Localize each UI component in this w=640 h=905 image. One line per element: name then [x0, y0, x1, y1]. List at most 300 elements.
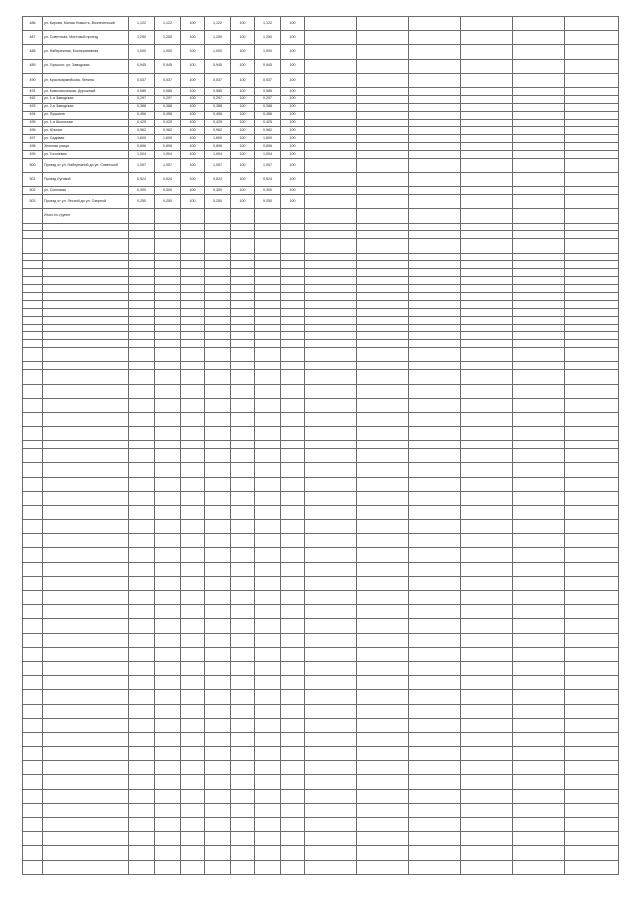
street-name-cell [43, 846, 129, 860]
percent-repaired-cell [181, 562, 205, 576]
percent-repaired-cell [181, 846, 205, 860]
empty-cell [357, 261, 409, 269]
empty-cell [357, 463, 409, 477]
empty-cell [305, 704, 357, 718]
percent-2-cell: 100 [231, 135, 255, 143]
empty-cell [409, 534, 461, 548]
length-value-3-cell [255, 591, 281, 605]
empty-cell [305, 605, 357, 619]
table-row [23, 73, 619, 87]
percent-2-cell: 100 [231, 187, 255, 195]
empty-cell [409, 17, 461, 31]
percent-2-cell [231, 348, 255, 362]
empty-cell [461, 818, 513, 832]
data-table [22, 16, 619, 875]
empty-cell [357, 491, 409, 505]
empty-cell [409, 285, 461, 293]
percent-2-cell: 100 [231, 95, 255, 103]
empty-cell [357, 427, 409, 441]
length-total-cell: 0,425 [129, 119, 155, 127]
empty-cell [565, 832, 619, 846]
length-repaired-cell: 0,388 [155, 103, 181, 111]
row-number-cell [23, 846, 43, 860]
table-row [23, 398, 619, 412]
street-name-cell: Проезд от ул. Лесной до ул. Озерной [43, 195, 129, 209]
length-repaired-cell [155, 253, 181, 261]
percent-repaired-cell [181, 316, 205, 324]
empty-cell [565, 463, 619, 477]
table-row [23, 412, 619, 426]
empty-cell [565, 370, 619, 384]
length-value-3-cell [255, 718, 281, 732]
row-number-cell [23, 491, 43, 505]
empty-cell [357, 676, 409, 690]
street-name-cell [43, 269, 129, 277]
empty-cell [305, 463, 357, 477]
empty-cell [513, 173, 565, 187]
length-value-3-cell [255, 676, 281, 690]
table-row [23, 324, 619, 332]
row-number-cell [23, 223, 43, 231]
row-number-cell [23, 261, 43, 269]
street-name-cell [43, 661, 129, 675]
empty-cell [305, 576, 357, 590]
percent-repaired-cell [181, 747, 205, 761]
length-value-3-cell [255, 285, 281, 293]
empty-cell [565, 818, 619, 832]
table-row [23, 348, 619, 362]
empty-cell [305, 591, 357, 605]
empty-cell [357, 127, 409, 135]
length-repaired-cell [155, 463, 181, 477]
length-repaired-cell [155, 832, 181, 846]
length-value-2-cell [205, 803, 231, 817]
percent-repaired-cell [181, 449, 205, 463]
row-number-cell: 486 [23, 17, 43, 31]
percent-2-cell [231, 633, 255, 647]
length-total-cell [129, 340, 155, 348]
empty-cell [513, 412, 565, 426]
empty-cell [565, 239, 619, 253]
percent-repaired-cell [181, 690, 205, 704]
empty-cell [305, 370, 357, 384]
table-row [23, 747, 619, 761]
length-repaired-cell: 0,896 [155, 143, 181, 151]
length-value-3-cell: 0,388 [255, 103, 281, 111]
percent-3-cell [281, 803, 305, 817]
empty-cell [513, 591, 565, 605]
length-total-cell [129, 308, 155, 316]
street-name-cell: Проезд от ул. Набережной до ул. Советской [43, 158, 129, 172]
empty-cell [513, 95, 565, 103]
length-total-cell [129, 209, 155, 223]
empty-cell [461, 441, 513, 449]
length-value-3-cell [255, 576, 281, 590]
street-name-cell: ул. 1-я Заводская [43, 95, 129, 103]
empty-cell [513, 285, 565, 293]
percent-3-cell: 100 [281, 158, 305, 172]
row-number-cell [23, 253, 43, 261]
percent-3-cell: 100 [281, 195, 305, 209]
percent-repaired-cell [181, 362, 205, 370]
table-row [23, 548, 619, 562]
percent-3-cell: 100 [281, 143, 305, 151]
percent-3-cell [281, 761, 305, 775]
row-number-cell: 488 [23, 45, 43, 59]
length-value-2-cell [205, 633, 231, 647]
table-row [23, 195, 619, 209]
street-name-cell [43, 370, 129, 384]
table-row [23, 860, 619, 874]
length-value-2-cell: 0,297 [205, 95, 231, 103]
row-number-cell [23, 449, 43, 463]
length-total-cell [129, 676, 155, 690]
table-row [23, 308, 619, 316]
empty-cell [357, 119, 409, 127]
empty-cell [461, 269, 513, 277]
empty-cell [305, 187, 357, 195]
empty-cell [357, 775, 409, 789]
empty-cell [409, 308, 461, 316]
length-value-3-cell [255, 562, 281, 576]
empty-cell [357, 505, 409, 519]
empty-cell [305, 119, 357, 127]
row-number-cell [23, 231, 43, 239]
length-repaired-cell: 1,004 [155, 151, 181, 159]
percent-3-cell [281, 362, 305, 370]
percent-2-cell [231, 647, 255, 661]
percent-3-cell [281, 209, 305, 223]
percent-2-cell [231, 427, 255, 441]
length-value-2-cell [205, 775, 231, 789]
table-row [23, 761, 619, 775]
percent-repaired-cell [181, 860, 205, 874]
length-value-2-cell [205, 477, 231, 491]
length-total-cell [129, 370, 155, 384]
empty-cell [513, 308, 565, 316]
percent-3-cell [281, 775, 305, 789]
street-name-cell: ул. Горького, ул. Заводская [43, 59, 129, 73]
length-value-2-cell [205, 231, 231, 239]
percent-repaired-cell: 100 [181, 31, 205, 45]
length-repaired-cell [155, 704, 181, 718]
empty-cell [357, 332, 409, 340]
length-value-2-cell [205, 285, 231, 293]
length-total-cell: 0,300 [129, 187, 155, 195]
length-value-2-cell: 0,388 [205, 103, 231, 111]
percent-repaired-cell [181, 534, 205, 548]
table-row [23, 505, 619, 519]
empty-cell [305, 87, 357, 95]
empty-cell [409, 73, 461, 87]
empty-cell [357, 761, 409, 775]
length-value-3-cell [255, 775, 281, 789]
table-row [23, 135, 619, 143]
empty-cell [461, 324, 513, 332]
length-value-3-cell [255, 505, 281, 519]
empty-cell [461, 775, 513, 789]
length-repaired-cell [155, 647, 181, 661]
percent-3-cell [281, 340, 305, 348]
percent-3-cell [281, 747, 305, 761]
length-repaired-cell [155, 520, 181, 534]
empty-cell [409, 591, 461, 605]
percent-2-cell [231, 591, 255, 605]
percent-2-cell [231, 789, 255, 803]
empty-cell [565, 143, 619, 151]
length-value-3-cell [255, 293, 281, 301]
row-number-cell: 496 [23, 127, 43, 135]
empty-cell [305, 718, 357, 732]
street-name-cell: Зеленая улица [43, 143, 129, 151]
empty-cell [461, 209, 513, 223]
length-repaired-cell [155, 505, 181, 519]
empty-cell [357, 747, 409, 761]
empty-cell [565, 647, 619, 661]
street-name-cell [43, 300, 129, 308]
length-repaired-cell [155, 340, 181, 348]
percent-3-cell [281, 505, 305, 519]
length-total-cell [129, 463, 155, 477]
length-value-3-cell [255, 761, 281, 775]
street-name-cell [43, 761, 129, 775]
percent-3-cell [281, 846, 305, 860]
percent-repaired-cell: 100 [181, 158, 205, 172]
empty-cell [461, 398, 513, 412]
empty-cell [409, 135, 461, 143]
empty-cell [565, 676, 619, 690]
empty-cell [513, 520, 565, 534]
percent-2-cell [231, 803, 255, 817]
table-row [23, 562, 619, 576]
length-value-2-cell: 0,456 [205, 111, 231, 119]
length-repaired-cell [155, 761, 181, 775]
length-value-2-cell [205, 576, 231, 590]
length-total-cell: 1,004 [129, 151, 155, 159]
row-number-cell [23, 619, 43, 633]
percent-2-cell [231, 412, 255, 426]
percent-2-cell [231, 690, 255, 704]
street-name-cell [43, 285, 129, 293]
empty-cell [357, 73, 409, 87]
empty-cell [409, 261, 461, 269]
empty-cell [409, 775, 461, 789]
length-value-2-cell: 0,524 [205, 173, 231, 187]
empty-cell [461, 803, 513, 817]
row-number-cell [23, 732, 43, 746]
empty-cell [461, 348, 513, 362]
percent-2-cell [231, 239, 255, 253]
empty-cell [565, 31, 619, 45]
empty-cell [305, 832, 357, 846]
empty-cell [513, 348, 565, 362]
empty-cell [513, 690, 565, 704]
percent-repaired-cell [181, 477, 205, 491]
empty-cell [513, 605, 565, 619]
table-row [23, 151, 619, 159]
empty-cell [565, 605, 619, 619]
empty-cell [461, 548, 513, 562]
percent-2-cell: 100 [231, 45, 255, 59]
empty-cell [305, 818, 357, 832]
empty-cell [305, 412, 357, 426]
street-name-cell: Итого по группе [43, 209, 129, 223]
empty-cell [513, 231, 565, 239]
percent-repaired-cell: 100 [181, 17, 205, 31]
empty-cell [409, 300, 461, 308]
length-value-2-cell [205, 846, 231, 860]
percent-repaired-cell: 100 [181, 103, 205, 111]
row-number-cell [23, 277, 43, 285]
table-row [23, 269, 619, 277]
length-repaired-cell [155, 690, 181, 704]
length-value-2-cell [205, 505, 231, 519]
empty-cell [565, 285, 619, 293]
empty-cell [409, 332, 461, 340]
empty-cell [461, 73, 513, 87]
length-value-3-cell [255, 398, 281, 412]
length-value-3-cell [255, 732, 281, 746]
length-value-3-cell: 1,250 [255, 31, 281, 45]
percent-repaired-cell [181, 647, 205, 661]
empty-cell [513, 534, 565, 548]
length-repaired-cell [155, 316, 181, 324]
length-repaired-cell [155, 591, 181, 605]
empty-cell [513, 17, 565, 31]
length-value-2-cell [205, 449, 231, 463]
length-repaired-cell: 1,000 [155, 45, 181, 59]
table-row [23, 158, 619, 172]
row-number-cell [23, 324, 43, 332]
percent-3-cell [281, 269, 305, 277]
empty-cell [357, 718, 409, 732]
empty-cell [409, 633, 461, 647]
empty-cell [305, 747, 357, 761]
length-total-cell [129, 789, 155, 803]
empty-cell [305, 269, 357, 277]
empty-cell [305, 477, 357, 491]
length-value-2-cell [205, 562, 231, 576]
empty-cell [357, 441, 409, 449]
empty-cell [513, 718, 565, 732]
length-repaired-cell [155, 576, 181, 590]
percent-3-cell [281, 449, 305, 463]
length-value-2-cell [205, 300, 231, 308]
row-number-cell [23, 832, 43, 846]
row-number-cell [23, 340, 43, 348]
empty-cell [357, 818, 409, 832]
empty-cell [305, 427, 357, 441]
length-total-cell: 0,524 [129, 173, 155, 187]
length-value-2-cell [205, 534, 231, 548]
table-row [23, 119, 619, 127]
length-total-cell [129, 633, 155, 647]
length-repaired-cell [155, 332, 181, 340]
street-name-cell [43, 860, 129, 874]
table-row [23, 87, 619, 95]
length-value-2-cell [205, 676, 231, 690]
table-row [23, 231, 619, 239]
percent-2-cell: 100 [231, 195, 255, 209]
street-name-cell [43, 384, 129, 398]
empty-cell [305, 209, 357, 223]
empty-cell [461, 300, 513, 308]
length-total-cell: 0,537 [129, 73, 155, 87]
row-number-cell: 489 [23, 59, 43, 73]
percent-3-cell [281, 591, 305, 605]
empty-cell [409, 95, 461, 103]
empty-cell [565, 73, 619, 87]
length-repaired-cell [155, 860, 181, 874]
table-row [23, 427, 619, 441]
length-value-3-cell: 0,297 [255, 95, 281, 103]
length-value-3-cell [255, 520, 281, 534]
empty-cell [513, 324, 565, 332]
empty-cell [409, 605, 461, 619]
empty-cell [461, 661, 513, 675]
length-value-2-cell [205, 384, 231, 398]
percent-3-cell: 100 [281, 173, 305, 187]
street-name-cell [43, 576, 129, 590]
length-total-cell: 0,456 [129, 111, 155, 119]
percent-2-cell: 100 [231, 87, 255, 95]
percent-repaired-cell [181, 324, 205, 332]
street-name-cell: ул. Южная [43, 127, 129, 135]
table-row [23, 332, 619, 340]
empty-cell [565, 803, 619, 817]
length-value-3-cell: 0,945 [255, 59, 281, 73]
percent-repaired-cell [181, 308, 205, 316]
table-row [23, 95, 619, 103]
percent-repaired-cell [181, 803, 205, 817]
street-name-cell [43, 534, 129, 548]
empty-cell [409, 576, 461, 590]
empty-cell [461, 187, 513, 195]
length-repaired-cell [155, 846, 181, 860]
empty-cell [513, 818, 565, 832]
length-total-cell [129, 253, 155, 261]
empty-cell [565, 87, 619, 95]
length-value-2-cell [205, 269, 231, 277]
length-total-cell [129, 591, 155, 605]
empty-cell [305, 293, 357, 301]
percent-2-cell [231, 269, 255, 277]
length-total-cell: 0,896 [129, 143, 155, 151]
empty-cell [513, 463, 565, 477]
empty-cell [513, 332, 565, 340]
empty-cell [565, 491, 619, 505]
percent-2-cell [231, 860, 255, 874]
length-repaired-cell [155, 223, 181, 231]
empty-cell [409, 803, 461, 817]
street-name-cell [43, 647, 129, 661]
length-value-2-cell [205, 316, 231, 324]
empty-cell [513, 340, 565, 348]
empty-cell [357, 362, 409, 370]
empty-cell [409, 143, 461, 151]
length-total-cell: 0,945 [129, 59, 155, 73]
empty-cell [513, 119, 565, 127]
row-number-cell [23, 505, 43, 519]
empty-cell [513, 491, 565, 505]
percent-repaired-cell [181, 293, 205, 301]
street-name-cell: ул. 2-я Заводская [43, 103, 129, 111]
length-repaired-cell [155, 534, 181, 548]
length-total-cell [129, 477, 155, 491]
empty-cell [357, 846, 409, 860]
empty-cell [357, 398, 409, 412]
percent-3-cell [281, 647, 305, 661]
